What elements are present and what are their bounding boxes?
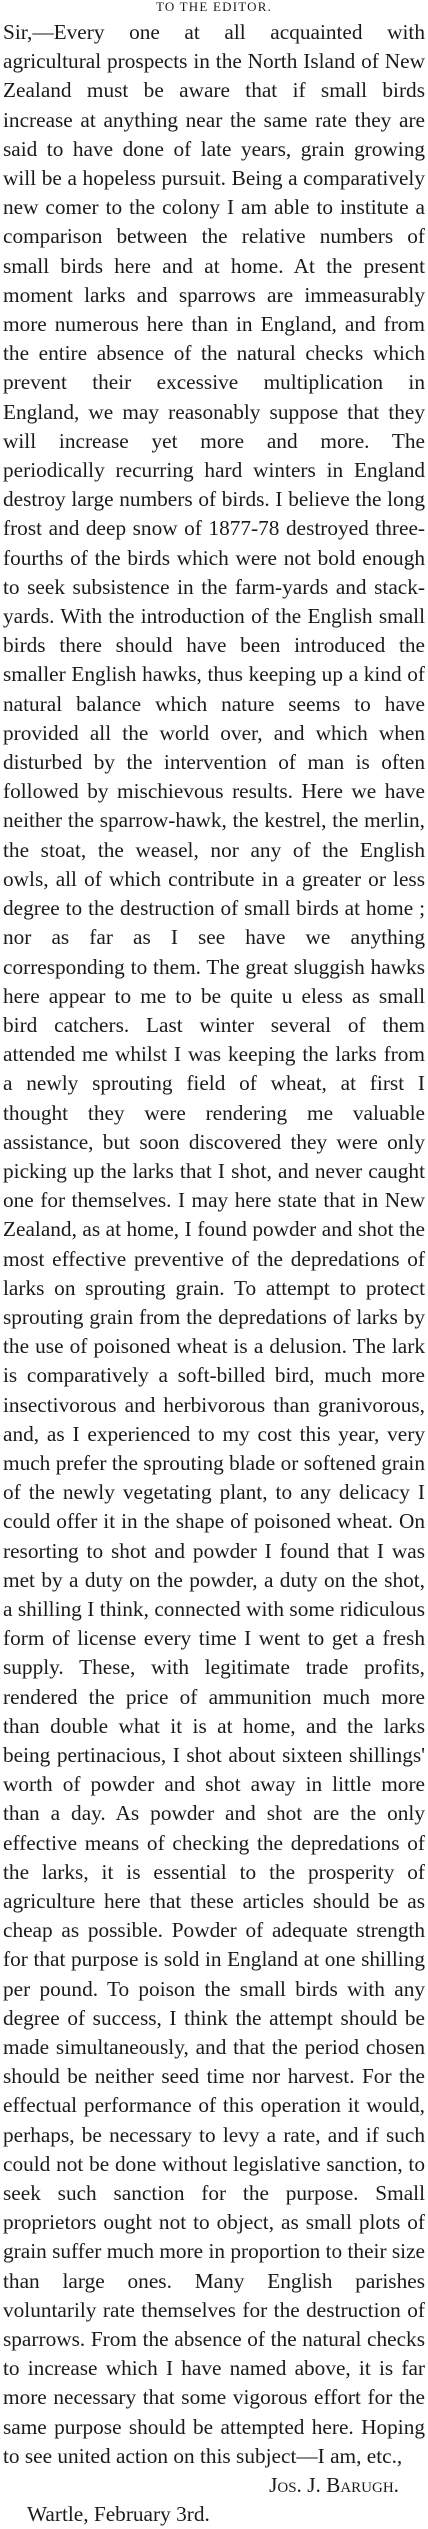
newspaper-column	[3, 0, 425, 2527]
letter-signature: Jos. J. Barugh.	[269, 2473, 399, 2498]
letter-heading: TO THE EDITOR.	[155, 0, 273, 14]
letter-dateline: Wartle, February 3rd.	[27, 2502, 210, 2527]
letter-body: Sir,—Every one at all acquainted with agricultural prospects in the North Island of New Zealand must be aware that if small birds increase at anything near the same rate they are said to have done of late years, grain growing will be a hopeless pursuit. Being a comparatively new comer to the colony I am able to institute a comparison between the relative numbers of small birds here and at home. At the present moment larks and sparrows are immeasurably more numerous here than in England, and from the entire absence of the natural checks which prevent their excessive multiplication in England, we may reasonably suppose that they will increase yet more and more. The periodically recurring hard winters in England destroy large numbers of birds. I believe the long frost and deep snow of 1877-78 destroyed three-fourths of the birds which were not bold enough to seek subsistence in the farm-yards and stack-yards. With the introduction of the English small birds there should have been introduced the smaller English hawks, thus keeping up a kind of natural balance which nature seems to have provided all the world over, and which when disturbed by the intervention of man is often followed by mischievous results. Here we have neither the sparrow-hawk, the kestrel, the merlin, the stoat, the weasel, nor any of the English owls, all of which contribute in a greater or less degree to the destruction of small birds at home ; nor as far as I see have we anything corresponding to them. The great sluggish hawks here appear to me to be quite u eless as small bird catchers. Last winter several of them attended me whilst I was keeping the larks from a newly sprouting field of wheat, at first I thought they were rendering me valuable assistance, but soon discovered they were only picking up the larks that I shot, and never caught one for themselves. I may here state that in New Zealand, as at home, I found powder and shot the most effective preventive of the depredations of larks on sprouting grain. To attempt to protect sprouting grain from the depredations of larks by the use of poisoned wheat is a delusion. The lark is comparatively a soft-billed bird, much more insectivorous and herbivorous than granivorous, and, as I experienced to my cost this year, very much prefer the sprouting blade or softened grain of the newly vegetating plant, to any delicacy I could offer it in the shape of poisoned wheat. On resorting to shot and powder I found that I was met by a duty on the powder, a duty on the shot, a shilling I think, connected with some ridiculous form of license every time I went to get a fresh supply. These, with legitimate trade profits, rendered the price of ammunition much more than double what it is at home, and the larks being pertinacious, I shot about sixteen shillings' worth of powder and shot away in little more than a day. As powder and shot are the only effective means of checking the depredations of the larks, it is essential to the prosperity of agriculture here that these articles should be as cheap as possible. Powder of adequate strength for that purpose is sold in England at one shilling per pound. To poison the small birds with any degree of success, I think the attempt should be made simultaneously, and that the period chosen should be neither seed time nor harvest. For the effectual performance of this operation it would, perhaps, be necessary to levy a rate, and if such could not be done without legislative sanction, to seek such sanction for the purpose. Small proprietors ought not to object, as small plots of grain suffer much more in proportion to their size than large ones. Many English parishes voluntarily rate themselves for the destruction of sparrows. From the absence of the natural checks to increase which I have named above, it is far more necessary that some vigorous effort for the same purpose should be attempted here. Hoping to see united action on this subject—I am, etc.,	[3, 20, 425, 2468]
